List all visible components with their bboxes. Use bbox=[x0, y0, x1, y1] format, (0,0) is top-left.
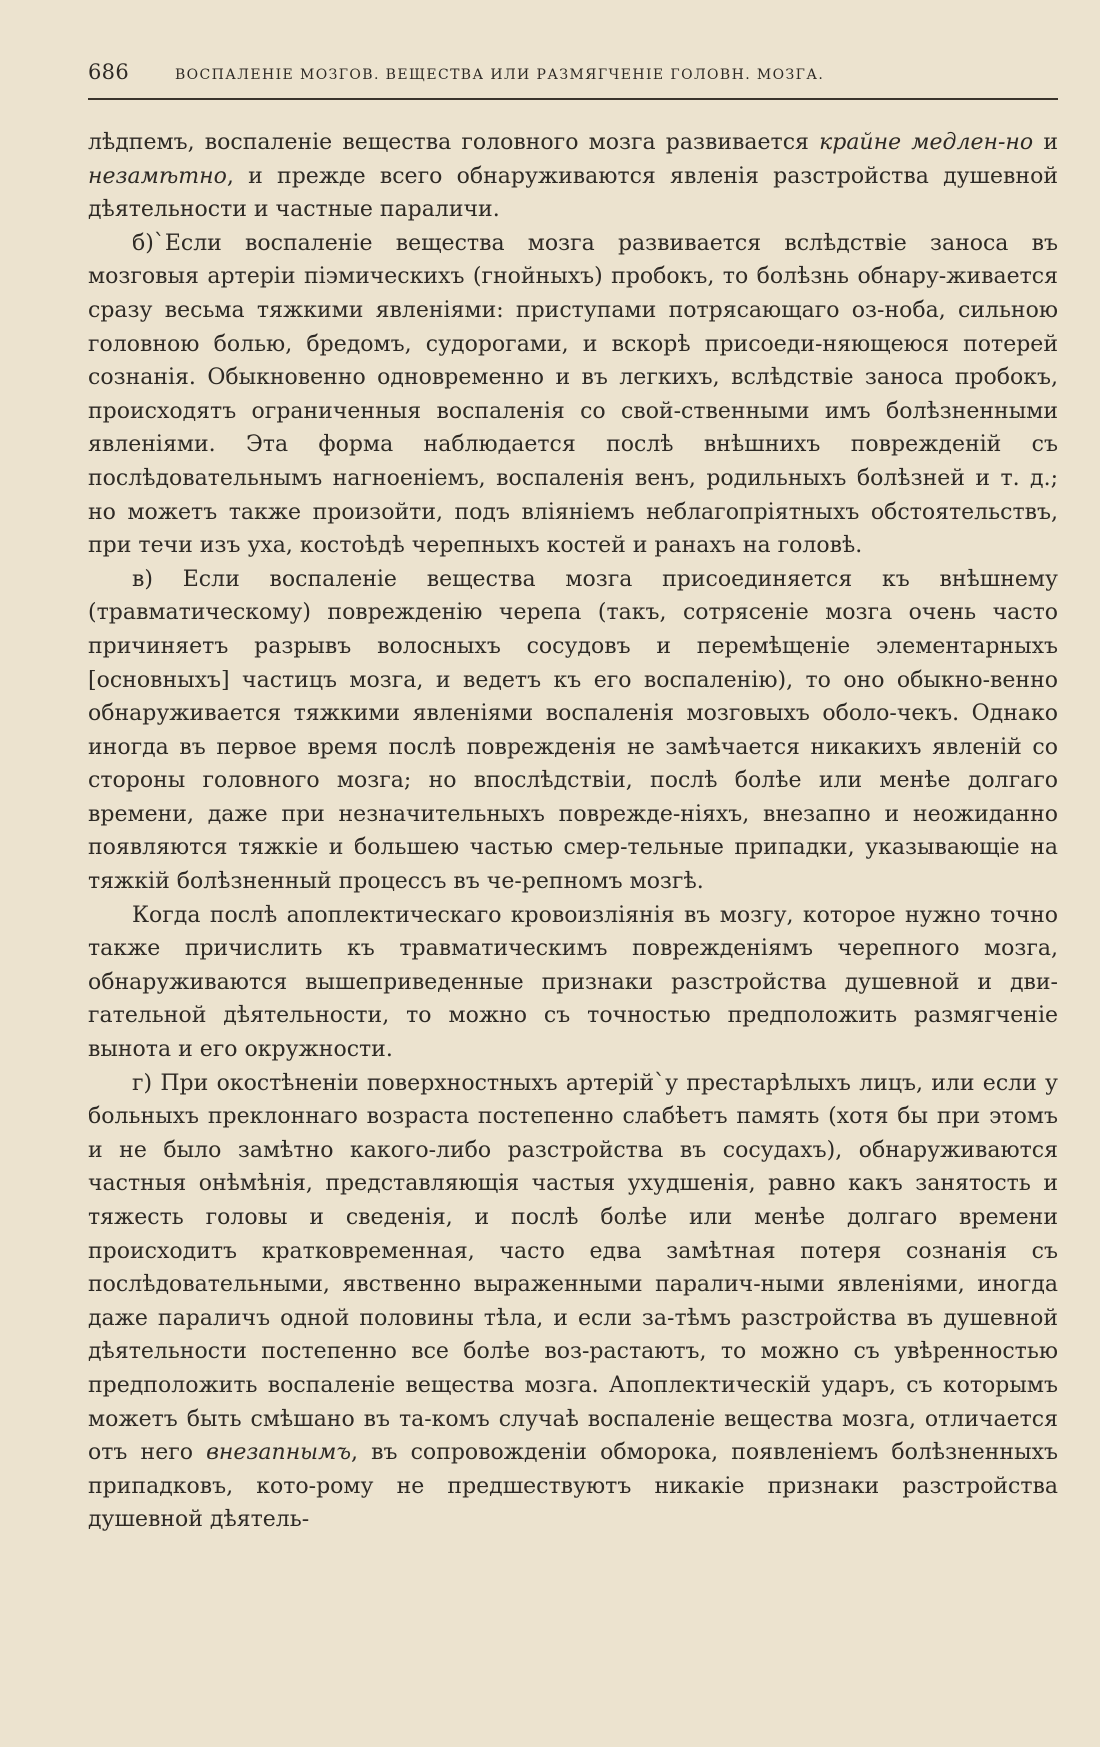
paragraph-3 bbox=[88, 563, 1058, 899]
text-run: б)`Если воспаленіе вещества мозга развивается вслѣдствіе заноса въ мозговыя артеріи піэмическихъ (гнойныхъ) пробокъ, то болѣзнь обнару-живается сразу весьма тяжкими явленіями: приступами потрясающаго оз-ноба, сильною головною болью, бредомъ, судорогами, и вскорѣ присоеди-няющеюся потерей сознанія. Обыкновенно одновременно и въ легкихъ, вслѣдствіе заноса пробокъ, происходятъ ограниченныя воспаленія со свой-ственными имъ болѣзненными явленіями. Эта форма наблюдается послѣ внѣшнихъ поврежденій съ послѣдовательнымъ нагноеніемъ, воспаленія венъ, родильныхъ болѣзней и т. д.; но можетъ также произойти, подъ вліяніемъ неблагопріятныхъ обстоятельствъ, при течи изъ уха, костоѣдѣ черепныхъ костей и ранахъ на головѣ. bbox=[88, 230, 1058, 559]
paragraph-5 bbox=[88, 1067, 1058, 1537]
paragraph-2 bbox=[88, 227, 1058, 563]
emphasis-text: внезапнымъ bbox=[206, 1440, 352, 1466]
page-body bbox=[88, 126, 1058, 1537]
text-run: Когда послѣ апоплектическаго кровоизліянія въ мозгу, которое нужно точно также причислить къ травматическимъ поврежденіямъ черепного мозга, обнаруживаются вышеприведенные признаки разстройства душевной и дви-гательной дѣятельности, то можно съ точностью предположить размягченіе вынота и его окружности. bbox=[88, 902, 1058, 1063]
page-number: 686 bbox=[88, 60, 129, 84]
text-run: лѣдпемъ, воспаленіе вещества головного мозга развивается bbox=[88, 130, 820, 155]
text-run: , и прежде всего обнаруживаются явленія разстройства душевной дѣятельности и частные параличи. bbox=[88, 163, 1058, 223]
text-run: и bbox=[1033, 130, 1059, 155]
paragraph-4 bbox=[88, 899, 1058, 1067]
emphasis-text: крайне медлен-но bbox=[819, 130, 1034, 155]
emphasis-text: незамѣтно bbox=[88, 163, 227, 189]
text-run: , въ сопровожденіи обморока, появленіемъ болѣзненныхъ припадковъ, кото-рому не предшествуютъ никакіе признаки разстройства душевной дѣятель- bbox=[88, 1440, 1058, 1533]
paragraph-1 bbox=[88, 126, 1058, 227]
header-rule bbox=[88, 98, 1058, 100]
running-title: ВОСПАЛЕНІЕ МОЗГОВ. ВЕЩЕСТВА ИЛИ РАЗМЯГЧЕНІЕ ГОЛОВН. МОЗГА. bbox=[174, 67, 825, 83]
text-run: в) Если воспаленіе вещества мозга присоединяется къ внѣшнему (травматическому) поврежденію черепа (такъ, сотрясеніе мозга очень часто причиняетъ разрывъ волосныхъ сосудовъ и перемѣщеніе элементарныхъ [основныхъ] частицъ мозга, и ведетъ къ его воспаленію), то оно обыкно-венно обнаруживается тяжкими явленіями воспаленія мозговыхъ оболо-чекъ. Однако иногда въ первое время послѣ поврежденія не замѣчается никакихъ явленій со стороны головного мозга; но впослѣдствіи, послѣ болѣе или менѣе долгаго времени, даже при незначительныхъ поврежде-ніяхъ, внезапно и неожиданно появляются тяжкіе и большею частью смер-тельные припадки, указывающіе на тяжкій болѣзненный процессъ въ че-репномъ мозгѣ. bbox=[88, 566, 1058, 895]
text-run: г) При окостѣненіи поверхностныхъ артерій`у престарѣлыхъ лицъ, или если у больныхъ преклоннаго возраста постепенно слабѣетъ память (хотя бы при этомъ и не было замѣтно какого-либо разстройства въ сосудахъ), обнаруживаются частныя онѣмѣнія, представляющія частыя ухудшенія, равно какъ занятость и тяжесть головы и сведенія, и послѣ болѣе или менѣе долгаго времени происходитъ кратковременная, часто едва замѣтная потеря сознанія съ послѣдовательными, явственно выраженными паралич-ными явленіями, иногда даже параличъ одной половины тѣла, и если за-тѣмъ разстройства въ душевной дѣятельности постепенно все болѣе воз-растаютъ, то можно съ увѣренностью предположить воспаленіе вещества мозга. Апоплектическій ударъ, съ которымъ можетъ быть смѣшано въ та-комъ случаѣ воспаленіе вещества мозга, отличается отъ него bbox=[88, 1070, 1058, 1466]
page-header bbox=[88, 60, 1058, 84]
